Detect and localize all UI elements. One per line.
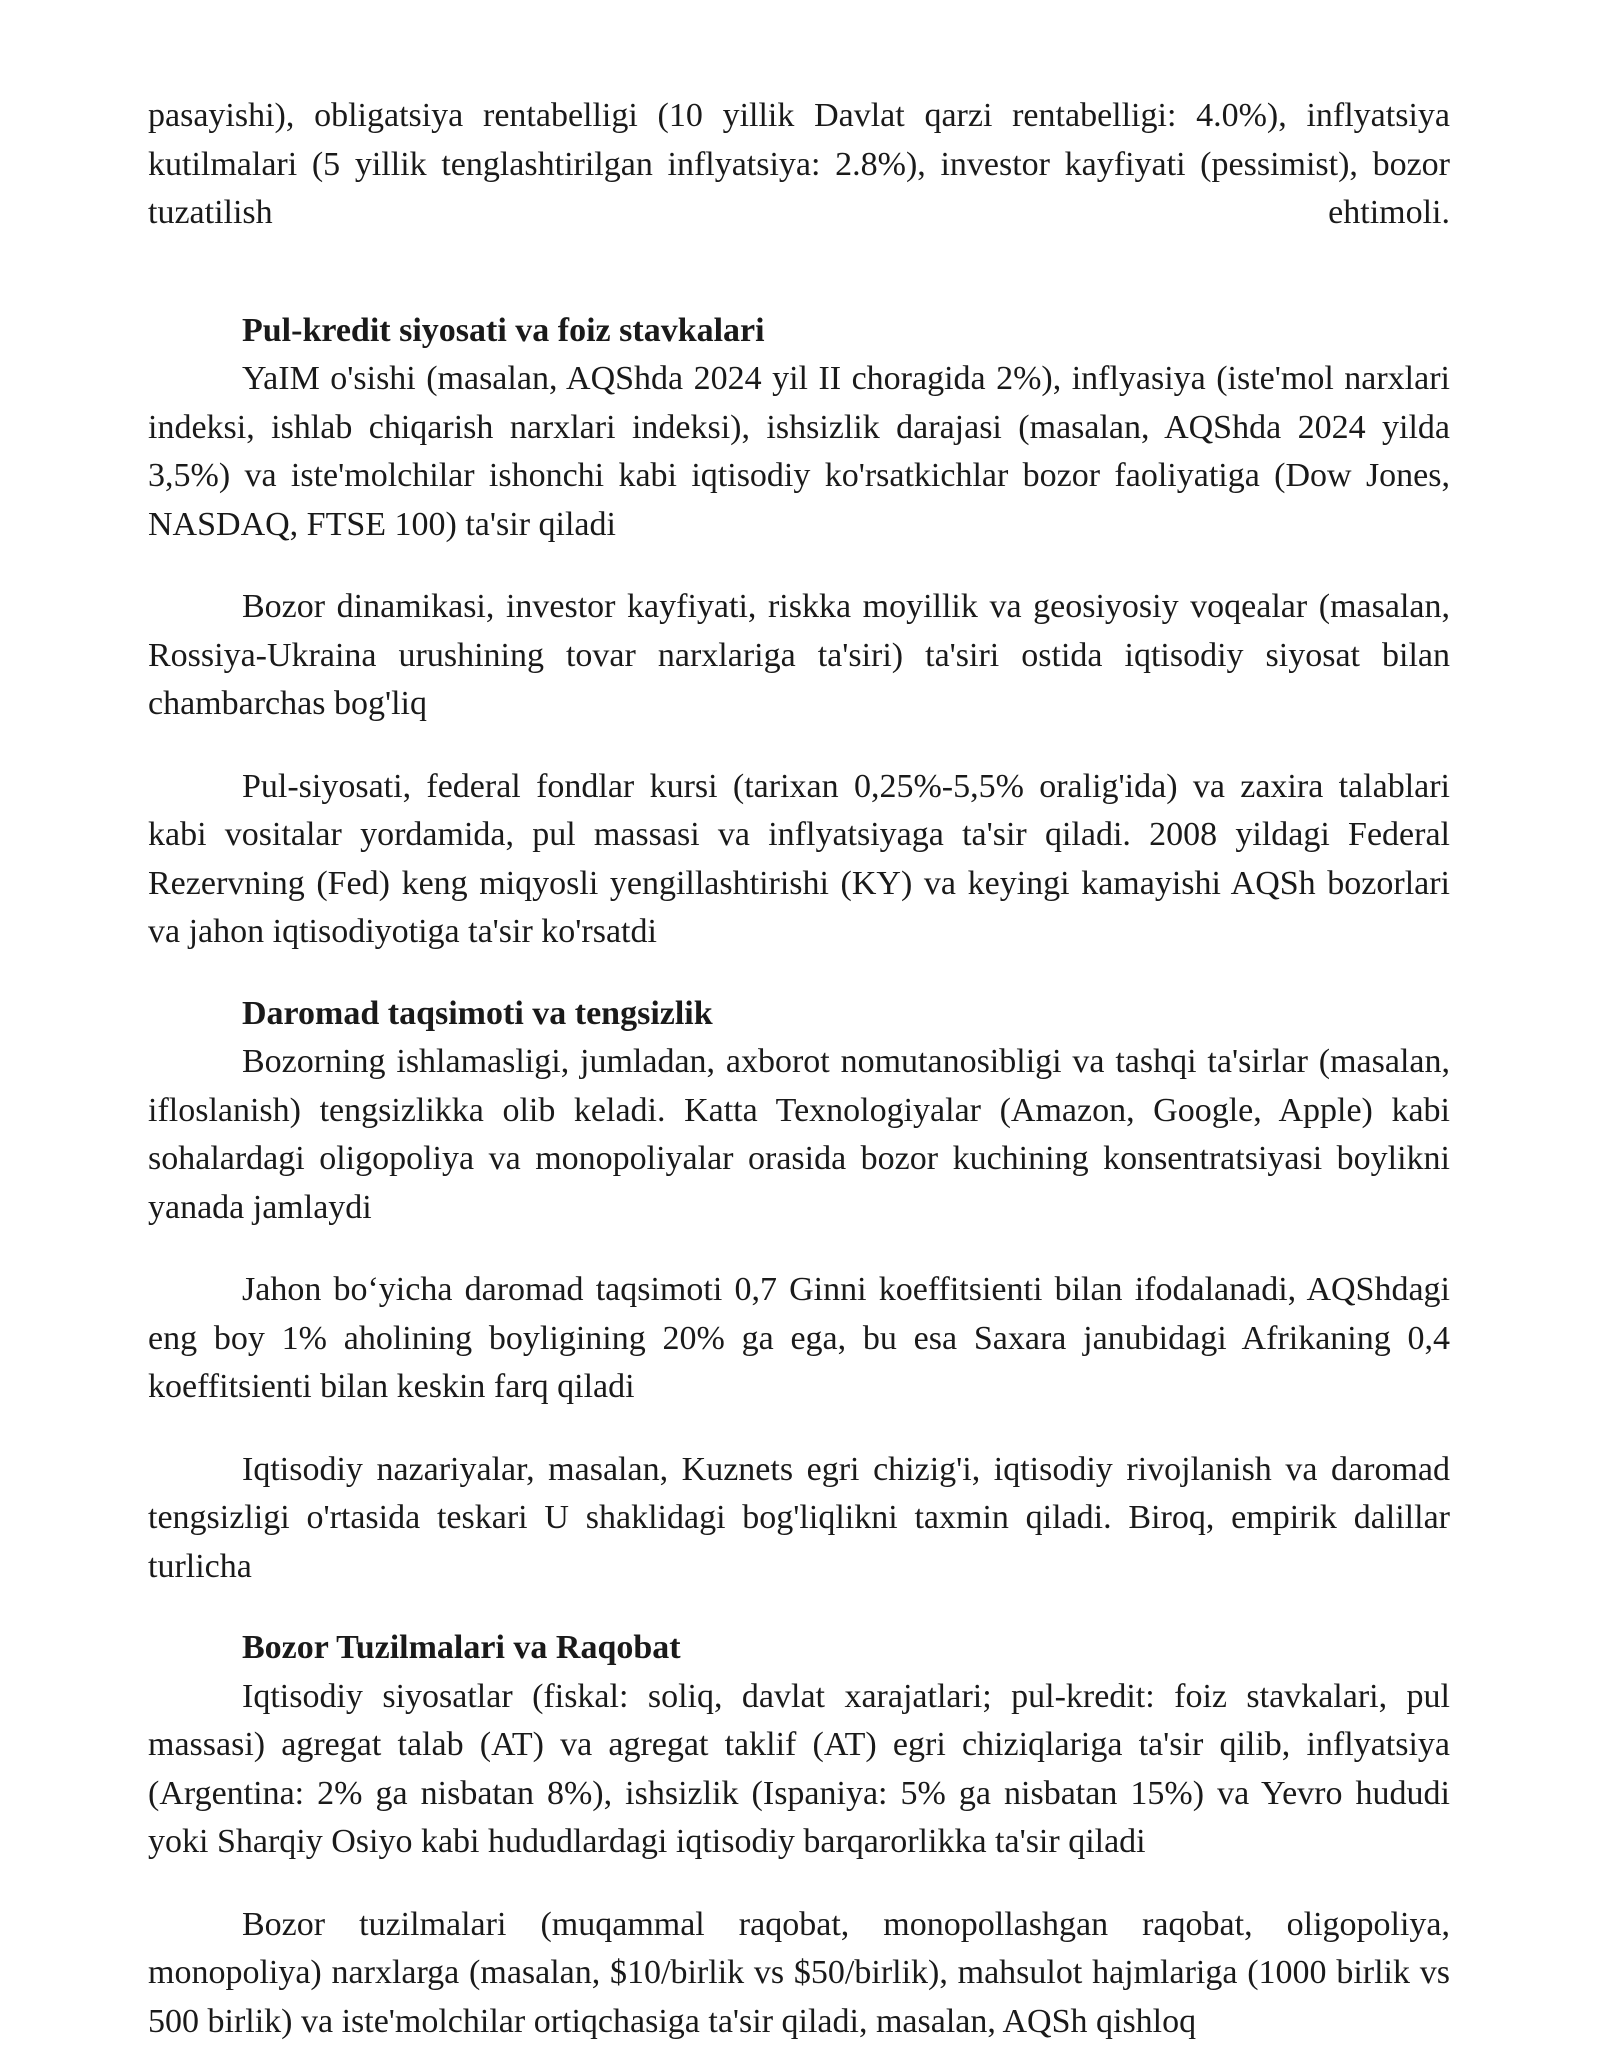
- paragraph-kuznets-curve: Iqtisodiy nazariyalar, masalan, Kuznets egri chizig'i, iqtisodiy rivojlanish va daromad tengsizligi o'rtasida teskari U shaklidagi bog'liqlikni taxmin qiladi. Biroq, empirik dalillar turlicha: [148, 1450, 1450, 1585]
- paragraph-monetary-tools: Pul-siyosati, federal fondlar kursi (tarixan 0,25%-5,5% oralig'ida) va zaxira talablari kabi vositalar yordamida, pul massasi va inflyatsiyaga ta'sir qiladi. 2008 yildagi Federal Rezervning (Fed) keng miqyosli yengillashtirishi (KY) va keyingi kamayishi AQSh bozorlari va jahon iqtisodiyotiga ta'sir ko'rsatdi: [148, 767, 1450, 950]
- section-heading-income-distribution: Daromad taqsimoti va tengsizlik: [242, 994, 713, 1032]
- section-heading-market-structures: Bozor Tuzilmalari va Raqobat: [242, 1629, 681, 1666]
- paragraph-market-failure: Bozorning ishlamasligi, jumladan, axborot nomutanosibligi va tashqi ta'sirlar (masalan, ifloslanish) tengsizlikka olib keladi. Katta Texnologiyalar (Amazon, Google, Apple) kabi sohalardagi oligopoliya va monopoliyalar orasida bozor kuchining konsentratsiyasi boylikni yanada jamlaydi: [148, 1043, 1450, 1226]
- paragraph-market-structure-types: Bozor tuzilmalari (muqammal raqobat, monopollashgan raqobat, oligopoliya, monopoliya) narxlarga (masalan, $10/birlik vs $50/birlik), mahsulot hajmlariga (1000 birlik vs 500 birlik) va iste'molchilar ortiqchasiga ta'sir qiladi, masalan, AQSh qishloq: [148, 1905, 1450, 2040]
- paragraph-market-dynamics: Bozor dinamikasi, investor kayfiyati, riskka moyillik va geosiyosiy voqealar (masalan, Rossiya-Ukraina urushining tovar narxlariga ta'siri) ta'siri ostida iqtisodiy siyosat bilan chambarchas bog'liq: [148, 588, 1450, 722]
- document-page: [148, 92, 1450, 2046]
- paragraph-gini-coefficient: Jahon bo‘yicha daromad taqsimoti 0,7 Ginni koeffitsienti bilan ifodalanadi, AQShdagi eng boy 1% aholining boyligining 20% ga ega, bu esa Saxara janubidagi Afrikaning 0,4 koeffitsienti bilan keskin farq qiladi: [148, 1271, 1450, 1405]
- paragraph-continuation: pasayishi), obligatsiya rentabelligi (10 yillik Davlat qarzi rentabelligi: 4.0%), inflyatsiya kutilmalari (5 yillik tenglashtirilgan inflyatsiya: 2.8%), investor kayfiyati (pessimist), bozor tuzatilish ehtimoli.: [148, 97, 1450, 231]
- paragraph-gdp-indicators: YaIM o'sishi (masalan, AQShda 2024 yil II choragida 2%), inflyasiya (iste'mol narxlari indeksi, ishlab chiqarish narxlari indeksi), ishsizlik darajasi (masalan, AQShda 2024 yilda 3,5%) va iste'molchilar ishonchi kabi iqtisodiy ko'rsatkichlar bozor faoliyatiga (Dow Jones, NASDAQ, FTSE 100) ta'sir qiladi: [148, 360, 1450, 543]
- section-heading-monetary-policy: Pul-kredit siyosati va foiz stavkalari: [242, 311, 765, 349]
- paragraph-economic-policies: Iqtisodiy siyosatlar (fiskal: soliq, davlat xarajatlari; pul-kredit: foiz stavkalari, pul massasi) agregat talab (AT) va agregat taklif (AT) egri chiziqlariga ta'sir qilib, inflyatsiya (Argentina: 2% ga nisbatan 8%), ishsizlik (Ispaniya: 5% ga nisbatan 15%) va Yevro hududi yoki Sharqiy Osiyo kabi hududlardagi iqtisodiy barqarorlikka ta'sir qiladi: [148, 1677, 1450, 1860]
